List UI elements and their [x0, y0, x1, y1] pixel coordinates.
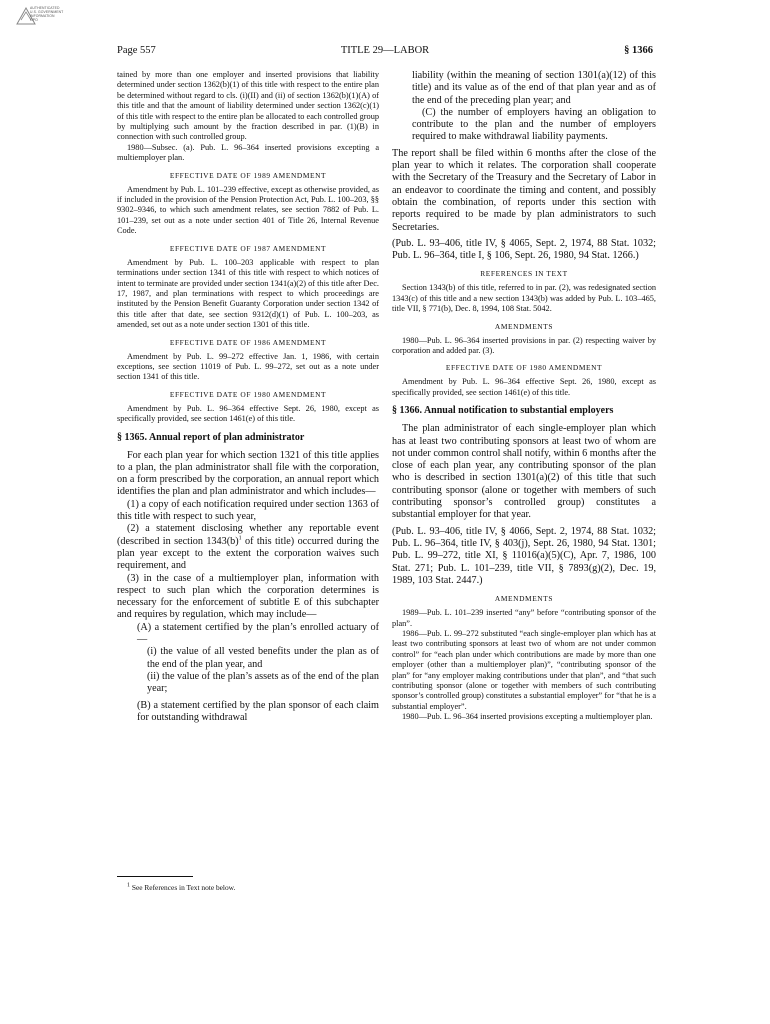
paragraph: Amendment by Pub. L. 101–239 effective, except as otherwise provided, as if included in the provision of the Pension Protection Act, Pub. L. 100–203, §§ 9302–9346, to which such amendment relates, see section 7882 of Pub. L. 101–239, set out as a note under section 401 of Title 26, Internal Revenue Code.: [117, 184, 379, 236]
section-number: § 1366: [624, 45, 653, 56]
list-item: (C) the number of employers having an obligation to contribute to the plan and the number of employers required to make withdrawal liability payments.: [412, 106, 656, 143]
right-column: [392, 70, 656, 723]
note-heading: EFFECTIVE DATE OF 1980 AMENDMENT: [169, 389, 327, 399]
list-item: (3) in the case of a multiemployer plan, information with respect to such plan which the corporation determines is necessary for the enforcement of subtitle E of this subchapter and requires by regulation, which may include—: [117, 572, 379, 621]
paragraph: 1980—Pub. L. 96–364 inserted provisions in par. (2) respecting waiver by corporation and added par. (3).: [392, 335, 656, 356]
section-heading: § 1365. Annual report of plan administrator: [117, 431, 305, 443]
paragraph: Amendment by Pub. L. 96–364 effective Sept. 26, 1980, except as specifically provided, see section 1461(e) of this title.: [117, 403, 379, 424]
gpo-authentication-seal: [14, 4, 84, 32]
paragraph: Amendment by Pub. L. 99–272 effective Jan. 1, 1986, with certain exceptions, see section 11019 of Pub. L. 99–272, set out as a note under section 1341 of this title.: [117, 351, 379, 382]
section-heading: § 1366. Annual notification to substantial employers: [392, 405, 614, 417]
footnote-divider: [117, 876, 193, 877]
note-heading: EFFECTIVE DATE OF 1986 AMENDMENT: [169, 337, 327, 347]
note-heading: AMENDMENTS: [494, 594, 554, 604]
paragraph: 1980—Subsec. (a). Pub. L. 96–364 inserted provisions excepting a multiemployer plan.: [117, 142, 379, 163]
paragraph: tained by more than one employer and inserted provisions that liability determined under section 1362(b)(1) of this title with respect to the entire plan be determined without regard to cls. (i)(II) and (ii) of section 1362(b)(1)(A) of this title and that the amount of liability determined under section 1362(c)(1) of this title with respect to the entire plan be allocated to each controlled group by multiplying such amount by the fraction described in par. (1)(B) in connection with such controlled group.: [117, 70, 379, 142]
paragraph: Amendment by Pub. L. 96–364 effective Sept. 26, 1980, except as specifically provided, see section 1461(e) of this title.: [392, 377, 656, 397]
list-item: (i) the value of all vested benefits under the plan as of the end of the plan year, and: [147, 646, 379, 670]
left-column: [117, 70, 379, 724]
note-heading: EFFECTIVE DATE OF 1989 AMENDMENT: [169, 170, 327, 180]
list-item-text: (2) a statement disclosing whether any reportable event (described in section 1343(b): [117, 523, 379, 547]
paragraph: The plan administrator of each single-employer plan which has at least two contributing sponsors at least two of whom are not under common control shall notify, within 6 months after the close of each plan year, any contributing sponsor of the plan who is described in section 1301(a)(2) of this title that such contributing sponsor (alone or together with members of such contributing sponsor’s controlled group) constitutes a substantial employer for that year.: [392, 423, 656, 521]
list-item: (ii) the value of the plan’s assets as of the end of the plan year;: [147, 670, 379, 695]
paragraph: The report shall be filed within 6 months after the close of the plan year to which it relates. The corporation shall cooperate with the Secretary of the Treasury and the Secretary of Labor in an endeavor to coordinate the timing and content, and possibly obtain the combination, of reports under this section with reports required to be made by plan administrators to such Secretaries.: [392, 147, 656, 233]
list-item: (1) a copy of each notification required under section 1363 of this title with respect to such year,: [117, 498, 379, 523]
paragraph: 1989—Pub. L. 101–239 inserted “any” before “contributing sponsor of the plan”.: [392, 608, 656, 628]
footnote: [127, 883, 235, 892]
note-heading: REFERENCES IN TEXT: [480, 269, 568, 279]
paragraph: 1986—Pub. L. 99–272 substituted “each single-employer plan which has at least two contributing sponsors at least two of whom are not under common control” for “each plan under which contributions are made by more than one employer (other than a multiemployer plan)”, “contributing sponsor of the plan” for “any employer making contributions under that plan”, and “that such contributing sponsor (alone or together with members of such contributing sponsor’s controlled group) constitutes a substantial employer” for “that he is a substantial employer”.: [392, 628, 656, 711]
footnote-text: See References in Text note below.: [130, 883, 236, 892]
running-header: [117, 45, 653, 59]
page-number: Page 557: [117, 45, 156, 56]
paragraph: liability (within the meaning of section 1301(a)(12) of this title) and its value as of the end of that plan year and as of the end of the preceding plan year; and: [412, 70, 656, 106]
source-credit: (Pub. L. 93–406, title IV, § 4065, Sept. 2, 1974, 88 Stat. 1032; Pub. L. 96–364, title I, § 106, Sept. 26, 1980, 94 Stat. 1266.): [392, 237, 656, 262]
title-heading: TITLE 29—LABOR: [340, 45, 430, 56]
seal-text: AUTHENTICATED U.S. GOVERNMENT INFORMATION GPO: [30, 6, 64, 22]
list-item: (A) a statement certified by the plan’s enrolled actuary of—: [137, 621, 379, 646]
footnote-mark: 1: [127, 882, 130, 889]
note-heading: EFFECTIVE DATE OF 1987 AMENDMENT: [169, 243, 327, 253]
paragraph: Amendment by Pub. L. 100–203 applicable with respect to plan terminations under section 1341 of this title with respect to which notices of intent to terminate are provided under section 1341(a)(2) of this title after Dec. 17, 1987, and plan terminations with respect to which proceedings are instituted by the Pension Benefit Guaranty Corporation under section 1342 of this title after that date, see section 9312(d)(1) of Pub. L. 100–203, as amended, set out as a note under section 1301 of this title.: [117, 257, 379, 330]
paragraph: For each plan year for which section 1321 of this title applies to a plan, the plan administrator shall file with the corporation, on a form prescribed by the corporation, an annual report which identifies the plan and plan administrator and which includes—: [117, 449, 379, 498]
paragraph: Section 1343(b) of this title, referred to in par. (2), was redesignated section 1343(c) of this title and a new section 1343(b) was added by Pub. L. 103–465, title VII, § 771(b), Dec. 8, 1994, 108 Stat. 5042.: [392, 283, 656, 314]
source-credit: (Pub. L. 93–406, title IV, § 4066, Sept. 2, 1974, 88 Stat. 1032; Pub. L. 96–364, title IV, § 403(j), Sept. 26, 1980, 94 Stat. 1301; Pub. L. 99–272, title XI, § 11016(a)(5)(C), Apr. 7, 1986, 100 Stat. 271; Pub. L. 101–239, title VII, § 7893(g)(2), Dec. 19, 1989, 103 Stat. 2447.): [392, 525, 656, 586]
list-item-text: of this title) occurred during the plan year except to the extent the corporation waives such requirement, and: [117, 535, 379, 572]
list-item: (B) a statement certified by the plan sponsor of each claim for outstanding withdrawal: [137, 699, 379, 723]
list-item: [117, 523, 379, 572]
note-heading: EFFECTIVE DATE OF 1980 AMENDMENT: [445, 363, 603, 373]
note-heading: AMENDMENTS: [494, 321, 554, 331]
footnote-ref: 1: [238, 535, 242, 542]
paragraph: 1980—Pub. L. 96–364 inserted provisions excepting a multiemployer plan.: [402, 712, 653, 722]
